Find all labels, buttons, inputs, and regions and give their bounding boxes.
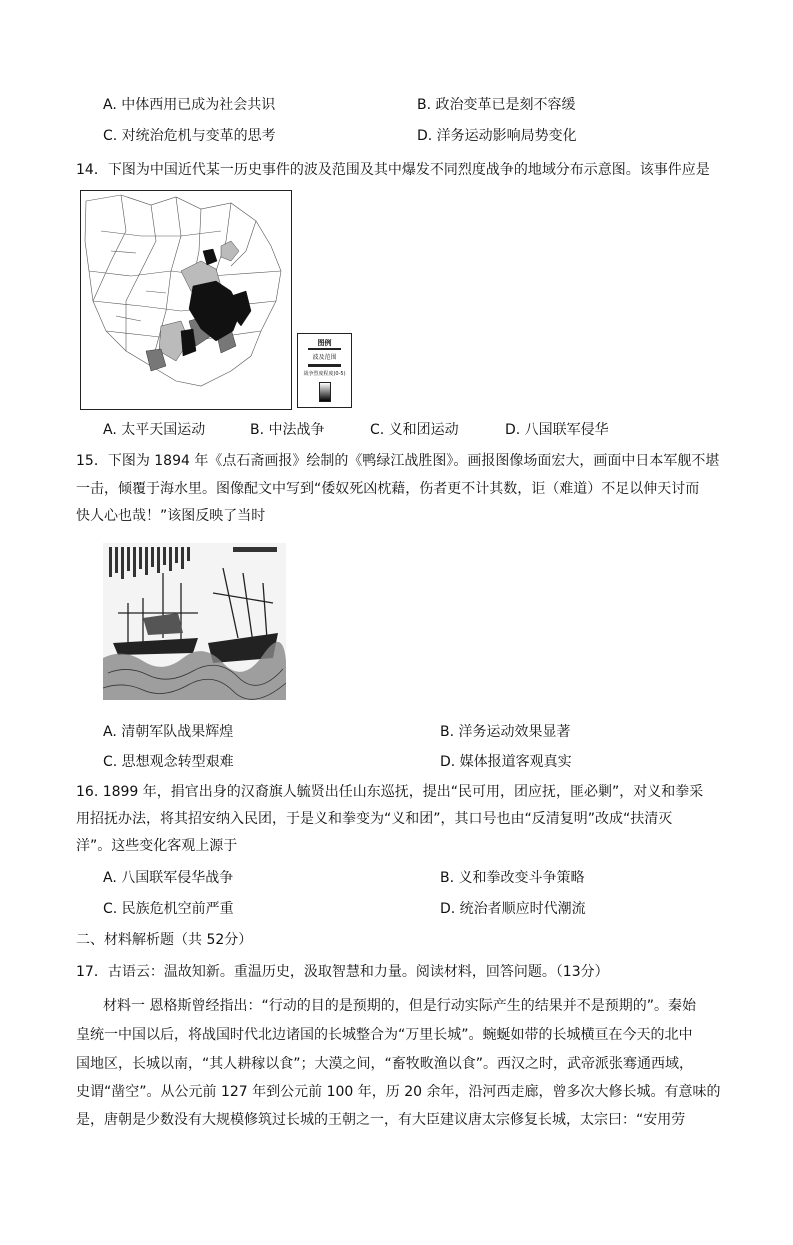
legend-rule — [308, 348, 341, 350]
q14-option-d: D. 八国联军侵华 — [505, 422, 609, 438]
q15-stem-line2: 一击，倾覆于海水里。图像配文中写到“倭奴死凶枕藉，伤者更不计其数，讵（难道）不足以伸天讨而 — [76, 481, 700, 497]
q14-option-b: B. 中法战争 — [250, 422, 325, 438]
q15-stem-line1: 15．下图为 1894 年《点石斋画报》绘制的《鸭绿江战胜图》。画报图像场面宏大，画面中日本军舰不堪 — [76, 453, 720, 469]
q17-stem: 17．古语云：温故知新。重温历史，汲取智慧和力量。阅读材料，回答问题。（13分） — [76, 964, 609, 980]
q16-stem-line3: 洋”。这些变化客观上源于 — [76, 838, 238, 854]
legend-scope-swatch — [308, 364, 341, 367]
q17-material-line5: 是，唐朝是少数没有大规模修筑过长城的王朝之一，有大臣建议唐太宗修复长城，太宗曰：“安用劳 — [76, 1112, 686, 1128]
q17-material-line4: 史谓“凿空”。从公元前 127 年到公元前 100 年，历 20 余年，沿河西走廊，曾多次大修长城。有意味的 — [76, 1084, 721, 1100]
q16-option-b: B. 义和拳改变斗争策略 — [440, 870, 585, 886]
q16-stem-line2: 用招抚办法，将其招安纳入民团，于是义和拳变为“义和团”，其口号也由“反清复明”改成“扶清灭 — [76, 811, 673, 827]
q13-option-b: B. 政治变革已是刻不容缓 — [417, 97, 576, 113]
q13-option-a: A. 中体西用已成为社会共识 — [103, 97, 276, 113]
q17-material-line1: 材料一 恩格斯曾经指出：“行动的目的是预期的，但是行动实际产生的结果并不是预期的”。秦始 — [103, 998, 696, 1014]
q14-option-a: A. 太平天国运动 — [103, 422, 206, 438]
q13-option-d: D. 洋务运动影响局势变化 — [417, 128, 577, 144]
legend-intensity-scale — [319, 382, 331, 402]
legend-scope-label: 波及范围 — [312, 354, 337, 361]
section-heading: 二、材料解析题（共 52分） — [76, 932, 253, 948]
q17-material-line3: 国地区，长城以南，“其人耕稼以食”；大漠之间，“畜牧畋渔以食”。西汉之时，武帝派张骞通西域， — [76, 1056, 694, 1072]
q15-option-c: C. 思想观念转型艰难 — [103, 754, 234, 770]
map-legend — [297, 333, 352, 408]
q14-option-c: C. 义和团运动 — [370, 422, 459, 438]
q15-option-b: B. 洋务运动效果显著 — [440, 724, 571, 740]
map-drawing — [81, 191, 291, 409]
legend-intensity-label: 战争烈度程度(0-5) — [303, 371, 346, 377]
q16-option-a: A. 八国联军侵华战争 — [103, 870, 234, 886]
q17-material-line2: 皇统一中国以后，将战国时代北边诸国的长城整合为“万里长城”。蜿蜒如带的长城横亘在今天的北中 — [76, 1027, 693, 1043]
q16-option-c: C. 民族危机空前严重 — [103, 901, 234, 917]
illustration-drawing — [103, 543, 286, 700]
china-map-image — [80, 190, 292, 410]
q15-option-d: D. 媒体报道客观真实 — [440, 754, 572, 770]
q15-stem-line3: 快人心也哉！”该图反映了当时 — [76, 508, 266, 524]
legend-title: 图例 — [317, 339, 332, 347]
q16-stem-line1: 16. 1899 年，捐官出身的汉裔旗人毓贤出任山东巡抚，提出“民可用，团应抚，匪必剿”，对义和拳采 — [76, 784, 704, 800]
q13-option-c: C. 对统治危机与变革的思考 — [103, 128, 276, 144]
q14-stem: 14．下图为中国近代某一历史事件的波及范围及其中爆发不同烈度战争的地域分布示意图。该事件应是 — [76, 162, 710, 178]
q16-option-d: D. 统治者顺应时代潮流 — [440, 901, 586, 917]
yalu-river-battle-illustration — [103, 543, 286, 700]
q15-option-a: A. 清朝军队战果辉煌 — [103, 724, 234, 740]
